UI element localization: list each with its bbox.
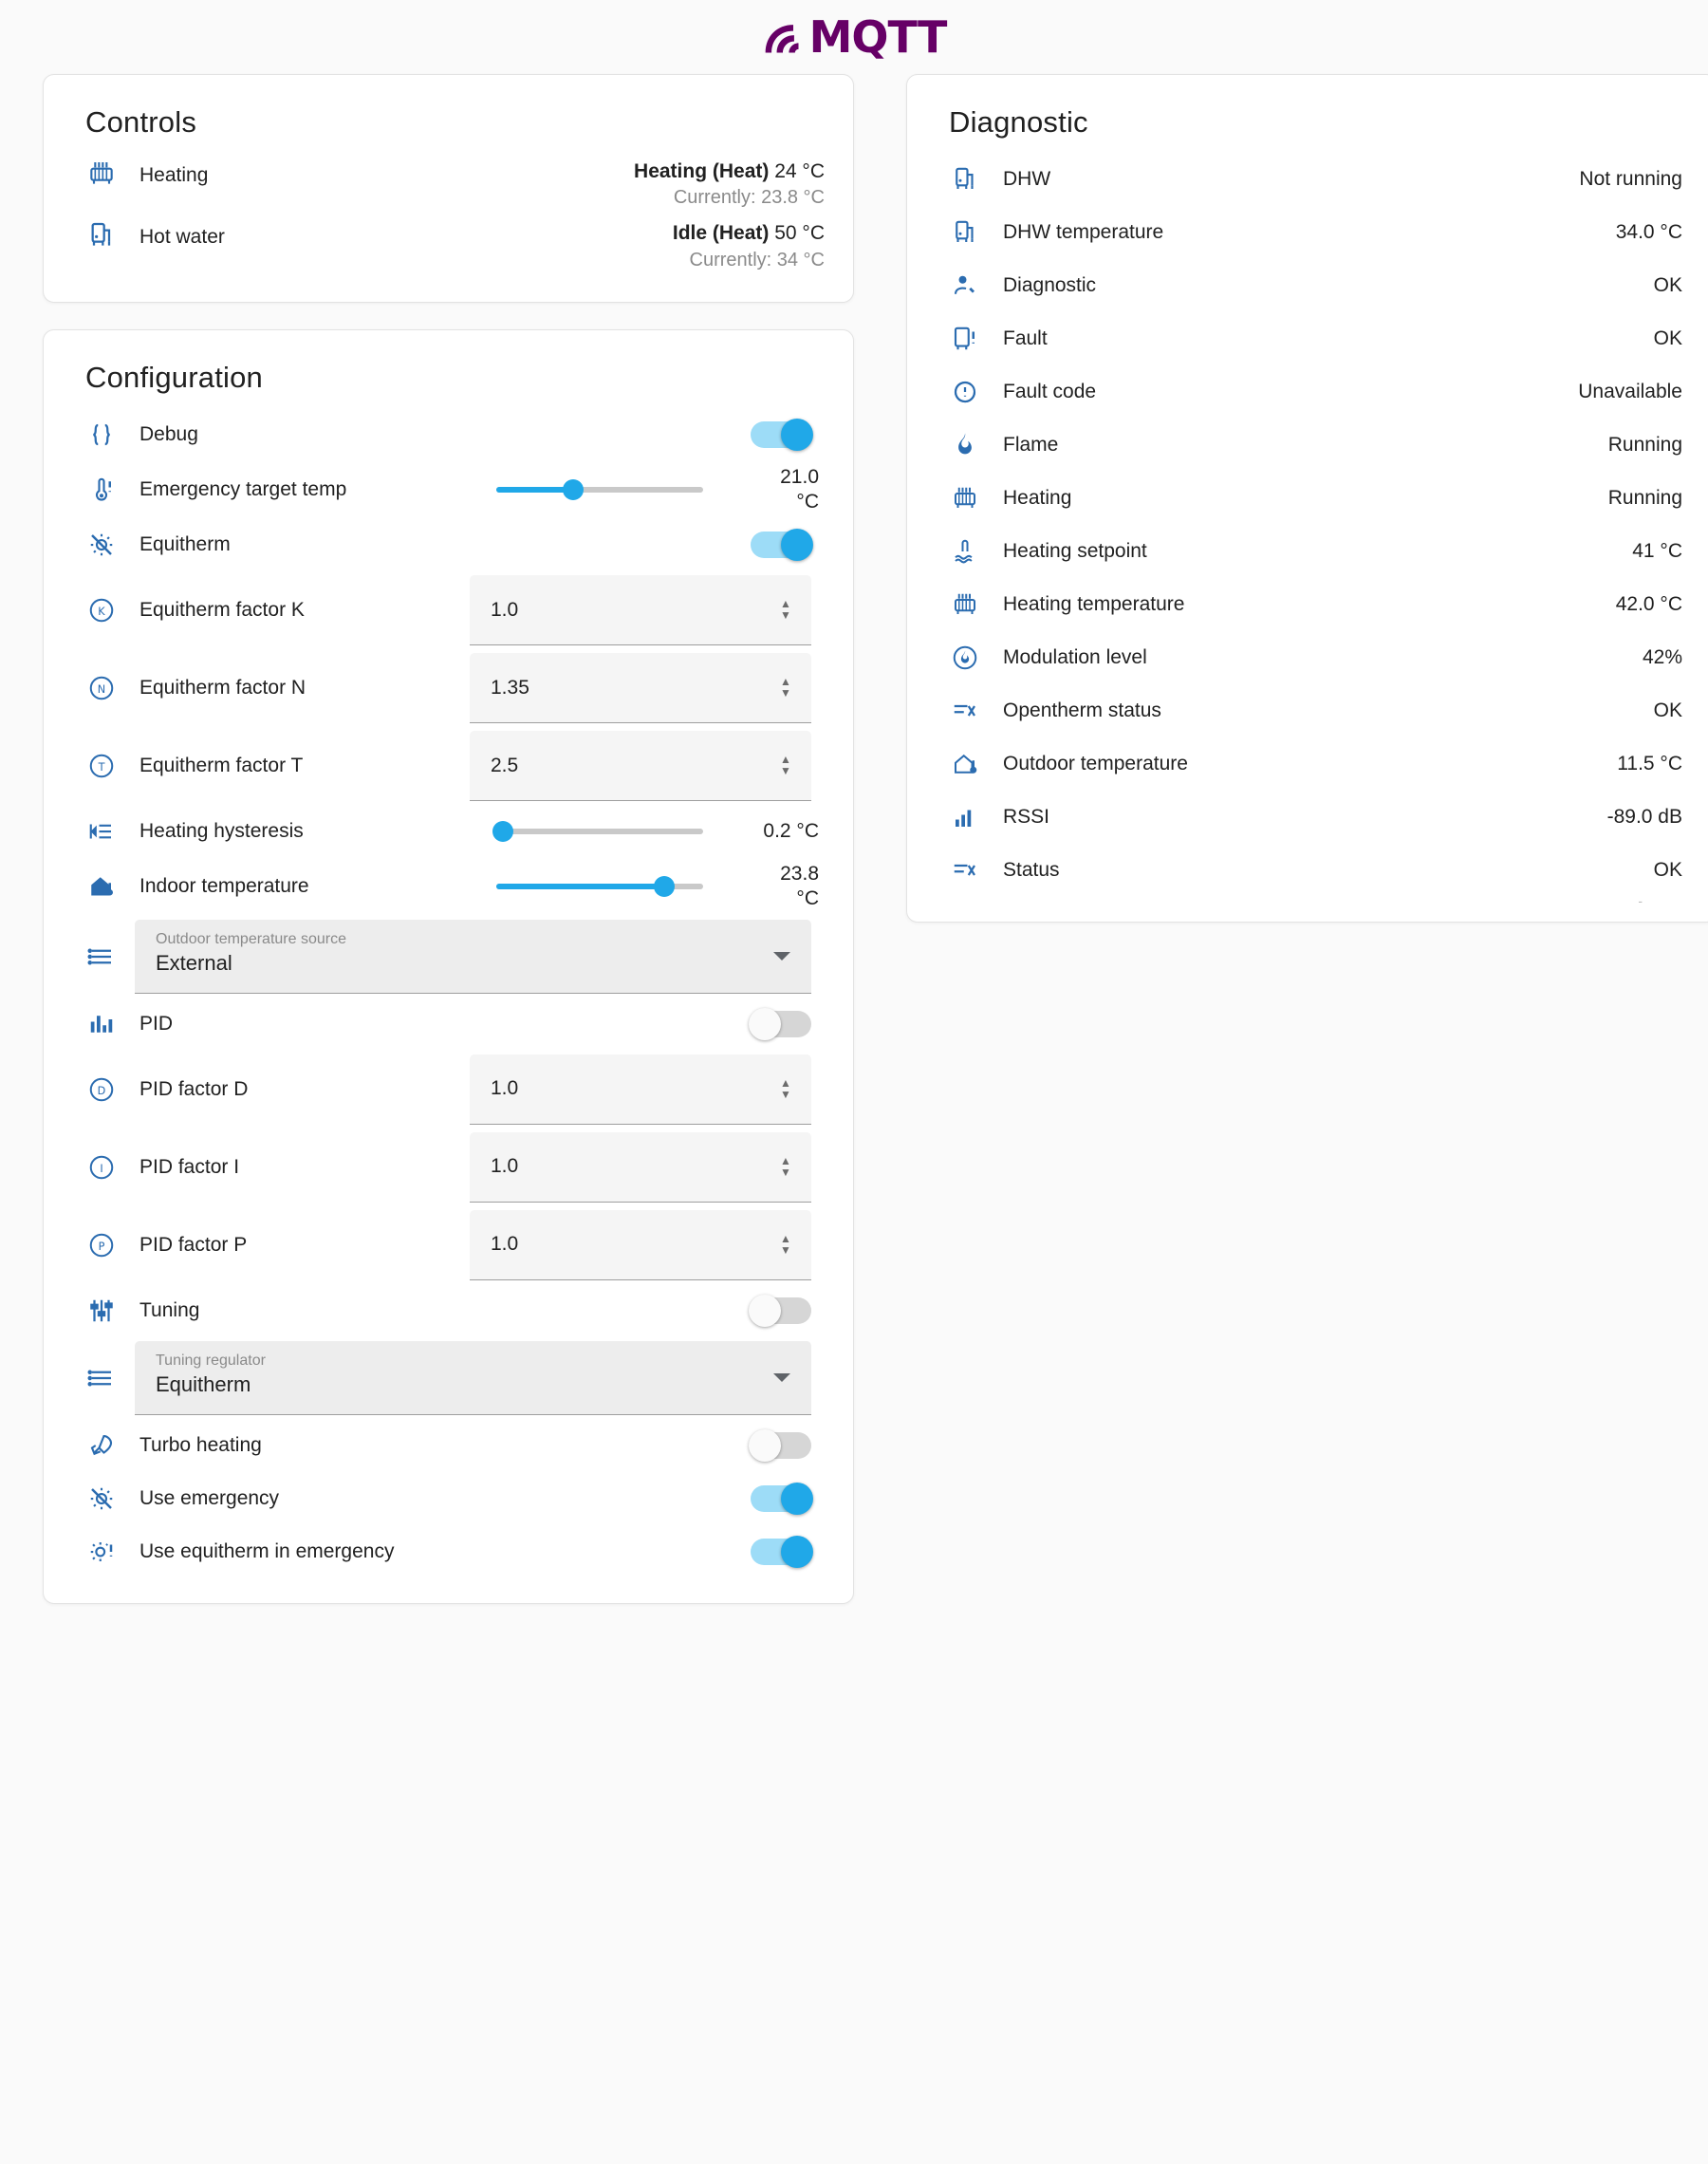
config-row-pid-factor-i[interactable] [72, 1129, 825, 1206]
input-value: 1.0 [491, 598, 519, 621]
diagnostic-label: DHW temperature [1003, 221, 1164, 243]
diagnostic-label: Status [1003, 859, 1060, 881]
mqtt-mark-icon [762, 16, 804, 58]
diagnostic-value: OK [1653, 274, 1682, 296]
control-label: Heating [139, 164, 209, 186]
tune-icon [72, 1297, 131, 1325]
emergency-target-temp-slider-wrap[interactable] [464, 465, 825, 515]
outdoor-temperature-source-select[interactable] [135, 920, 811, 994]
right-column [906, 74, 1708, 949]
chevron-down-icon[interactable] [773, 1373, 790, 1382]
diagnostic-value: 42% [1642, 646, 1682, 668]
list-icon [72, 1364, 131, 1392]
config-label: PID factor P [139, 1233, 248, 1256]
diagnostic-label: DHW [1003, 168, 1051, 190]
select-label: Outdoor temperature source [156, 930, 346, 947]
diagnostic-row-opentherm-status [936, 684, 1688, 737]
control-state-mode: Heating (Heat) [634, 160, 770, 182]
diagnostic-value: -89.0 dB [1606, 806, 1682, 828]
controls-title: Controls [85, 105, 197, 139]
slider-number: 21.0 [780, 465, 819, 488]
control-state-target: 50 °C [774, 222, 825, 245]
diagnostic-value: OK [1653, 327, 1682, 349]
tuning-regulator-select[interactable] [135, 1341, 811, 1415]
config-label: PID [139, 1012, 174, 1035]
pid-factor-d-input[interactable] [470, 1054, 811, 1125]
turbo-heating-toggle[interactable] [751, 1432, 811, 1459]
diagnostic-label: Modulation level [1003, 646, 1147, 668]
diagnostic-row-diagnostic [936, 259, 1688, 312]
config-label: PID factor I [139, 1155, 240, 1178]
pid-factor-p-input[interactable] [470, 1210, 811, 1280]
diagnostic-row-dhw-temperature [936, 206, 1688, 259]
config-label: Turbo heating [139, 1433, 262, 1456]
weather-sun-off-icon [72, 1484, 131, 1513]
status-trailing-mark: - [1638, 893, 1643, 908]
select-label: Tuning regulator [156, 1352, 266, 1369]
control-state-current: Currently: 34 °C [689, 249, 825, 270]
config-row-equitherm-factor-t[interactable] [72, 727, 825, 805]
control-row-heating[interactable] [72, 153, 825, 215]
stepper-icon[interactable]: ▲ ▼ [780, 1075, 791, 1101]
config-row-use-emergency[interactable] [72, 1472, 825, 1525]
home-thermometer-outline-icon [936, 750, 994, 778]
control-state-target: 24 °C [774, 160, 825, 182]
diagnostic-label: Flame [1003, 434, 1059, 456]
control-row-hot-water[interactable] [72, 215, 825, 276]
water-heater-icon [72, 220, 131, 251]
input-value: 1.35 [491, 676, 529, 699]
slider-number: 23.8 [780, 863, 819, 886]
diagnostic-row-outdoor-temperature [936, 737, 1688, 791]
config-label: Debug [139, 422, 198, 445]
opentherm-icon [936, 856, 994, 885]
use-emergency-toggle[interactable] [751, 1485, 811, 1512]
diagnostic-value: 42.0 °C [1615, 593, 1682, 615]
stepper-icon[interactable]: ▲ ▼ [780, 753, 791, 778]
indoor-temperature-value [722, 862, 825, 912]
mqtt-brand-text: MQTT [808, 11, 947, 63]
diagnostic-value: Running [1607, 434, 1682, 456]
diagnostic-value: Running [1607, 487, 1682, 509]
radiator-icon [72, 159, 131, 189]
letter-i-icon [72, 1153, 131, 1182]
opentherm-icon [936, 697, 994, 725]
config-row-equitherm-factor-n[interactable] [72, 649, 825, 727]
svg-text:T: T [98, 761, 105, 774]
stepper-icon[interactable]: ▲ ▼ [780, 675, 791, 700]
config-row-turbo-heating[interactable] [72, 1419, 825, 1472]
diagnostic-label: Fault [1003, 327, 1048, 349]
config-label: Use equitherm in emergency [139, 1539, 395, 1562]
control-label: Hot water [139, 226, 225, 249]
hysteresis-icon [72, 817, 131, 846]
input-value: 1.0 [491, 1233, 519, 1256]
brand-header [19, 0, 1689, 74]
home-thermometer-icon [72, 872, 131, 901]
controls-card [43, 74, 854, 303]
configuration-title: Configuration [85, 360, 263, 394]
equitherm-factor-t-input[interactable] [470, 731, 811, 801]
diagnostic-label: RSSI [1003, 806, 1050, 828]
diagnostic-label: Fault code [1003, 381, 1097, 402]
diagnostic-value: 11.5 °C [1617, 753, 1682, 774]
debug-toggle[interactable] [751, 421, 811, 448]
thermometer-alert-icon [72, 476, 131, 504]
diagnostic-title: Diagnostic [949, 105, 1088, 139]
diagnostic-value: OK [1653, 700, 1682, 721]
stepper-icon[interactable]: ▲ ▼ [780, 597, 791, 623]
letter-n-icon [72, 674, 131, 702]
radiator-icon [936, 484, 994, 513]
diagnostic-value: Unavailable [1578, 381, 1682, 402]
control-state [673, 220, 825, 272]
tuning-toggle[interactable] [751, 1297, 811, 1324]
letter-d-icon [72, 1075, 131, 1104]
svg-text:N: N [97, 683, 106, 697]
stepper-icon[interactable]: ▲ ▼ [780, 1231, 791, 1257]
config-row-indoor-temperature[interactable] [72, 858, 825, 916]
braces-icon [72, 420, 131, 449]
water-heater-icon [936, 218, 994, 247]
input-value: 1.0 [491, 1077, 519, 1100]
diagnostic-label: Diagnostic [1003, 274, 1097, 296]
alert-box-icon [936, 325, 994, 353]
slider-number: 0.2 °C [763, 820, 819, 843]
signal-icon [936, 803, 994, 831]
config-row-use-equitherm-in-emergency[interactable] [72, 1525, 825, 1578]
gas-burner-icon [936, 644, 994, 672]
diagnostic-value: 34.0 °C [1615, 221, 1682, 243]
diagnostic-row-heating-setpoint [936, 525, 1688, 578]
control-state-mode: Idle (Heat) [672, 222, 770, 245]
select-value: Equitherm [156, 1371, 251, 1396]
message-alert-icon [936, 378, 994, 406]
svg-text:K: K [98, 606, 105, 619]
config-label: Tuning [139, 1298, 200, 1321]
config-label: Equitherm factor T [139, 755, 304, 777]
diagnostic-value: 41 °C [1632, 540, 1682, 562]
slider-unit: °C [796, 887, 819, 910]
config-label: Emergency target temp [139, 477, 347, 500]
weather-sun-alert-icon [72, 1538, 131, 1566]
config-label: Heating hysteresis [139, 820, 304, 843]
rocket-icon [72, 1431, 131, 1460]
config-row-pid-factor-d[interactable] [72, 1051, 825, 1129]
indoor-temperature-slider-wrap[interactable] [464, 862, 825, 912]
list-icon [72, 942, 131, 971]
radiator-icon [936, 590, 994, 619]
letter-k-icon [72, 596, 131, 625]
chart-icon [72, 1010, 131, 1038]
control-state [634, 159, 825, 211]
diagnostic-row-status [936, 844, 1688, 897]
heating-hysteresis-slider[interactable] [496, 829, 703, 834]
config-label: Equitherm factor N [139, 677, 306, 700]
diagnostic-row-modulation-level [936, 631, 1688, 684]
diagnostic-label: Heating [1003, 487, 1072, 509]
config-row-heating-hysteresis[interactable] [72, 805, 825, 858]
config-row-tuning[interactable] [72, 1284, 825, 1337]
diagnostic-row-heating [936, 472, 1688, 525]
config-row-emergency-target-temp[interactable] [72, 461, 825, 519]
heating-hysteresis-value [722, 819, 825, 844]
config-row-debug[interactable] [72, 408, 825, 461]
stepper-icon[interactable]: ▲ ▼ [780, 1153, 791, 1179]
diagnostic-row-rssi [936, 791, 1688, 844]
diagnostic-row-fault [936, 312, 1688, 365]
config-row-equitherm-factor-k[interactable] [72, 571, 825, 649]
select-value: External [156, 950, 232, 975]
diagnostic-value: OK [1653, 859, 1682, 881]
emergency-target-temp-value [722, 465, 825, 515]
config-row-tuning-regulator[interactable] [72, 1337, 825, 1419]
fire-icon [936, 431, 994, 459]
config-row-equitherm[interactable] [72, 518, 825, 571]
diagnostic-card [906, 74, 1708, 923]
indoor-temperature-slider[interactable] [496, 884, 703, 889]
mqtt-logo [762, 11, 947, 63]
input-value: 2.5 [491, 754, 519, 776]
pid-factor-i-input[interactable] [470, 1132, 811, 1203]
config-row-pid-factor-p[interactable] [72, 1206, 825, 1284]
equitherm-toggle[interactable] [751, 532, 811, 558]
left-column [43, 74, 854, 1631]
config-row-outdoor-temperature-source[interactable] [72, 916, 825, 998]
config-label: Equitherm [139, 533, 231, 556]
diagnostic-value: Not running [1579, 168, 1682, 190]
svg-text:D: D [97, 1084, 106, 1097]
emergency-target-temp-slider[interactable] [496, 487, 703, 493]
equitherm-factor-k-input[interactable] [470, 575, 811, 645]
letter-t-icon [72, 752, 131, 780]
weather-sun-off-icon [72, 531, 131, 559]
pid-toggle[interactable] [751, 1011, 811, 1037]
account-wrench-icon [936, 271, 994, 300]
configuration-card [43, 329, 854, 1604]
diagnostic-row-fault-code [936, 365, 1688, 419]
diagnostic-label: Heating temperature [1003, 593, 1185, 615]
config-label: Use emergency [139, 1486, 280, 1509]
slider-unit: °C [796, 490, 819, 513]
letter-p-icon [72, 1231, 131, 1259]
use-equitherm-in-emergency-toggle[interactable] [751, 1539, 811, 1565]
config-label: PID factor D [139, 1077, 249, 1100]
water-heater-icon [936, 165, 994, 194]
config-row-pid[interactable] [72, 998, 825, 1051]
chevron-down-icon[interactable] [773, 952, 790, 961]
diagnostic-row-flame [936, 419, 1688, 472]
config-label: Indoor temperature [139, 875, 309, 898]
equitherm-factor-n-input[interactable] [470, 653, 811, 723]
diagnostic-label: Outdoor temperature [1003, 753, 1188, 774]
thermometer-water-icon [936, 537, 994, 566]
diagnostic-row-dhw [936, 153, 1688, 206]
diagnostic-label: Heating setpoint [1003, 540, 1147, 562]
diagnostic-row-heating-temperature [936, 578, 1688, 631]
control-state-current: Currently: 23.8 °C [673, 187, 825, 209]
heating-hysteresis-slider-wrap[interactable] [464, 819, 825, 844]
diagnostic-label: Opentherm status [1003, 700, 1161, 721]
input-value: 1.0 [491, 1155, 519, 1178]
svg-text:I: I [100, 1162, 103, 1175]
config-label: Equitherm factor K [139, 599, 305, 622]
svg-text:P: P [98, 1240, 105, 1253]
